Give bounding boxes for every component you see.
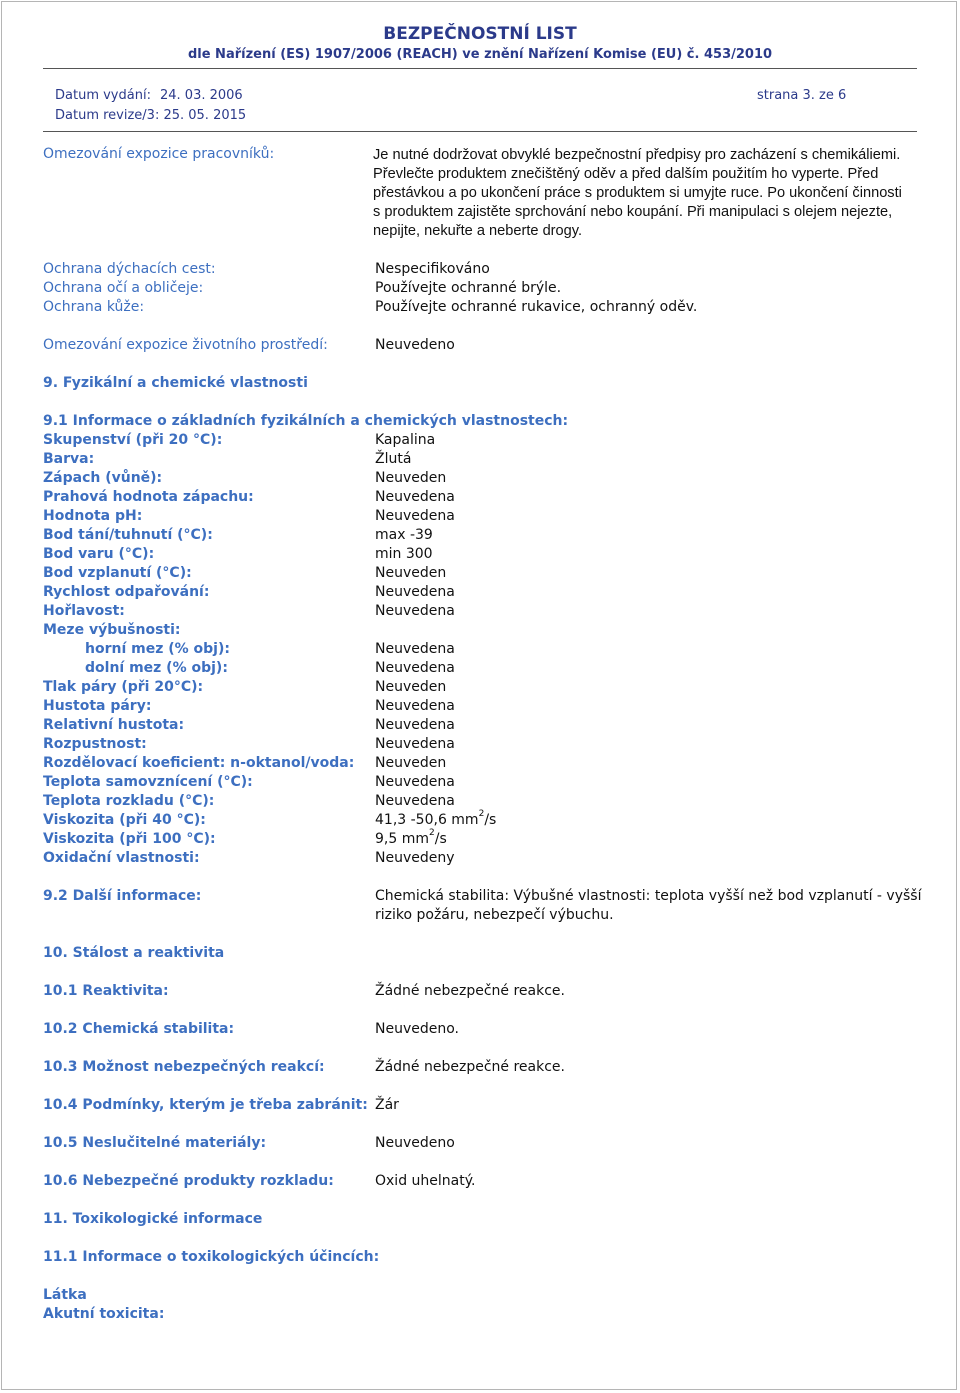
property-value: Žlutá xyxy=(375,451,412,467)
worker-exposure-line: Je nutné dodržovat obvyklé bezpečnostní předpisy pro zacházení s chemikáliemi. xyxy=(373,147,901,163)
revision-date: Datum revize/3: 25. 05. 2015 xyxy=(55,108,247,123)
property-label: Rozpustnost: xyxy=(43,736,147,752)
property-value: Neuveden xyxy=(375,470,447,486)
property-label: Teplota rozkladu (°C): xyxy=(43,793,215,809)
eye-protection-label: Ochrana očí a obličeje: xyxy=(43,280,204,296)
section-9-1-heading: 9.1 Informace o základních fyzikálních a chemických vlastnostech: xyxy=(43,413,569,429)
property-label: Rozdělovací koeficient: n-oktanol/voda: xyxy=(43,755,355,771)
section-10-item-value: Neuvedeno. xyxy=(375,1021,459,1037)
worker-exposure-line: Převlečte produktem znečištěný oděv a před dalším použitím ho vyperte. Před xyxy=(373,166,879,182)
property-label: Bod vzplanutí (°C): xyxy=(43,565,192,581)
section-9-heading: 9. Fyzikální a chemické vlastnosti xyxy=(43,375,308,391)
property-label: Barva: xyxy=(43,451,95,467)
document-subtitle: dle Nařízení (ES) 1907/2006 (REACH) ve znění Nařízení Komise (EU) č. 453/2010 xyxy=(187,47,773,62)
page-number: strana 3. ze 6 xyxy=(757,88,847,103)
worker-exposure-line: nepijte, nekuřte a neberte drogy. xyxy=(373,223,583,239)
section-10-item-label: 10.3 Možnost nebezpečných reakcí: xyxy=(43,1059,325,1075)
eye-protection-value: Používejte ochranné brýle. xyxy=(375,280,562,296)
property-label: dolní mez (% obj): xyxy=(85,660,228,676)
section-10-item-label: 10.4 Podmínky, kterým je třeba zabránit: xyxy=(43,1097,368,1113)
property-value: Neuvedena xyxy=(375,660,455,676)
section-9-2-value: Chemická stabilita: Výbušné vlastnosti: teplota vyšší než bod vzplanutí - vyšší riziko požáru, nebezpečí výbuchu. xyxy=(375,888,922,923)
property-label: Hodnota pH: xyxy=(43,508,143,524)
substance-label: Látka xyxy=(43,1287,87,1303)
section-11-1-heading: 11.1 Informace o toxikologických účincích: xyxy=(43,1249,380,1265)
unit-exponent: 2 xyxy=(478,809,485,820)
property-label: Meze výbušnosti: xyxy=(43,622,181,638)
viscosity-value: 41,3 -50,6 mm xyxy=(375,812,479,828)
property-label: Tlak páry (při 20°C): xyxy=(43,679,204,695)
section-9-2-label: 9.2 Další informace: xyxy=(43,888,202,904)
property-label: Zápach (vůně): xyxy=(43,470,163,486)
environment-exposure-value: Neuvedeno xyxy=(375,337,455,353)
document-title: BEZPEČNOSTNÍ LIST xyxy=(383,24,577,44)
property-value: Kapalina xyxy=(375,432,436,448)
worker-exposure-line: přestávkou a po ukončení práce s produktem si umyjte ruce. Po ukončení činnosti xyxy=(373,185,902,201)
property-value: Neuvedena xyxy=(375,489,455,505)
section-10-item-label: 10.6 Nebezpečné produkty rozkladu: xyxy=(43,1173,334,1189)
property-label: Skupenství (při 20 °C): xyxy=(43,432,223,448)
property-label: Relativní hustota: xyxy=(43,717,185,733)
property-value: Neuvedena xyxy=(375,736,455,752)
property-label: Hořlavost: xyxy=(43,603,125,619)
header-divider-top xyxy=(43,68,917,69)
issue-date-value: 24. 03. 2006 xyxy=(160,88,243,103)
acute-toxicity-label: Akutní toxicita: xyxy=(43,1306,165,1322)
unit-suffix: /s xyxy=(484,812,497,828)
section-10-item-label: 10.2 Chemická stabilita: xyxy=(43,1021,235,1037)
property-value: Neuveden xyxy=(375,755,447,771)
property-label: Oxidační vlastnosti: xyxy=(43,850,200,866)
property-label: Hustota páry: xyxy=(43,698,152,714)
property-label: Viskozita (při 40 °C): xyxy=(43,812,206,828)
property-label: Bod varu (°C): xyxy=(43,546,155,562)
property-label: Prahová hodnota zápachu: xyxy=(43,489,254,505)
property-value-viscosity-100 xyxy=(375,828,447,847)
property-value: Neuvedena xyxy=(375,508,455,524)
property-value: Neuveden xyxy=(375,679,447,695)
skin-protection-value: Používejte ochranné rukavice, ochranný oděv. xyxy=(375,299,698,315)
property-value: Neuvedena xyxy=(375,641,455,657)
section-10-heading: 10. Stálost a reaktivita xyxy=(43,945,225,961)
section-10-item-value: Žádné nebezpečné reakce. xyxy=(375,983,565,999)
respiratory-protection-value: Nespecifikováno xyxy=(375,261,490,277)
worker-exposure-line: s produktem zajistěte sprchování nebo koupání. Při manipulaci s olejem nejezte, xyxy=(373,204,893,220)
property-value: Neuvedena xyxy=(375,698,455,714)
unit-exponent: 2 xyxy=(429,828,435,839)
property-value: Neuvedena xyxy=(375,793,455,809)
respiratory-protection-label: Ochrana dýchacích cest: xyxy=(43,261,216,277)
property-value: Neuvedena xyxy=(375,774,455,790)
issue-date-label: Datum vydání: xyxy=(55,88,151,103)
section-10-item-value: Neuvedeno xyxy=(375,1135,455,1151)
unit-suffix: /s xyxy=(434,831,447,847)
property-value: Neuvedena xyxy=(375,717,455,733)
section-10-item-label: 10.1 Reaktivita: xyxy=(43,983,169,999)
skin-protection-label: Ochrana kůže: xyxy=(43,299,145,315)
property-label: Bod tání/tuhnutí (°C): xyxy=(43,527,213,543)
viscosity-value: 9,5 mm xyxy=(375,831,429,847)
environment-exposure-label: Omezování expozice životního prostředí: xyxy=(43,337,328,353)
section-10-item-value: Oxid uhelnatý. xyxy=(375,1173,476,1189)
property-value: Neuveden xyxy=(375,565,447,581)
property-label: Teplota samovznícení (°C): xyxy=(43,774,253,790)
property-value: Neuvedena xyxy=(375,584,455,600)
property-value: Neuvedena xyxy=(375,603,455,619)
header-divider-bottom xyxy=(43,131,917,132)
property-label: Viskozita (při 100 °C): xyxy=(43,831,216,847)
property-label: Rychlost odpařování: xyxy=(43,584,210,600)
property-value: Neuvedeny xyxy=(375,850,455,866)
property-value: max -39 xyxy=(375,527,433,543)
property-value: min 300 xyxy=(375,546,433,562)
section-11-heading: 11. Toxikologické informace xyxy=(43,1211,263,1227)
property-label: horní mez (% obj): xyxy=(85,641,230,657)
worker-exposure-label: Omezování expozice pracovníků: xyxy=(43,146,275,162)
section-10-item-value: Žár xyxy=(375,1097,399,1113)
worker-exposure-text xyxy=(373,146,953,241)
section-10-item-label: 10.5 Neslučitelné materiály: xyxy=(43,1135,267,1151)
property-value-viscosity-40 xyxy=(375,809,497,828)
section-10-item-value: Žádné nebezpečné reakce. xyxy=(375,1059,565,1075)
